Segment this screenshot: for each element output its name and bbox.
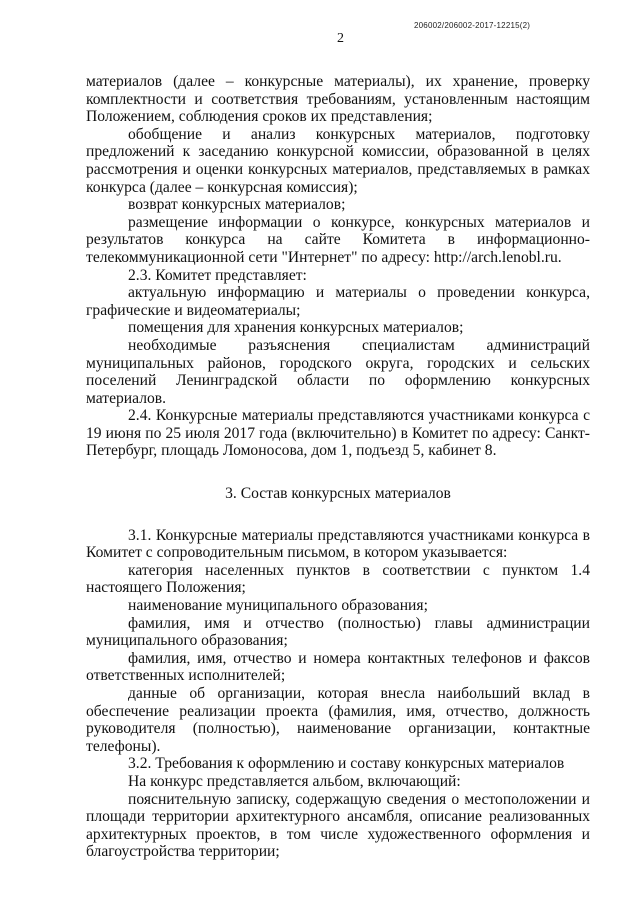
page-number: 2 [337,31,344,46]
paragraph: фамилия, имя, отчество и номера контактных телефонов и факсов ответственных исполнителей; [86,649,590,685]
paragraph: возврат конкурсных материалов; [128,196,346,214]
paragraph: обобщение и анализ конкурсных материалов, подготовку предложений к заседанию конкурсной комиссии, образованной в целях рассмотрения и оценки конкурсных материалов, представляемых в рамках конкурса (далее – конкурсная комиссия); [86,125,590,196]
paragraph: 3.1. Конкурсные материалы представляются участниками конкурса в Комитет с сопроводительным письмом, в котором указывается: [86,526,590,562]
paragraph: 2.3. Комитет представляет: [128,266,307,284]
paragraph: помещения для хранения конкурсных материалов; [128,319,464,337]
paragraph: фамилия, имя и отчество (полностью) главы администрации муниципального образования; [86,614,590,650]
paragraph: данные об организации, которая внесла наибольший вклад в обеспечение реализации проекта (фамилия, имя, отчество, должность руководителя (полностью), наименование организации, контактные телефоны). [86,685,590,755]
paragraph: актуальную информацию и материалы о проведении конкурса, графические и видеоматериалы; [86,284,590,319]
paragraph: необходимые разъяснения специалистам администраций муниципальных районов, городского округа, городских и сельских поселений Ленинградской области по оформлению конкурсных материалов. [86,336,590,407]
paragraph: На конкурс представляется альбом, включающий: [128,772,461,790]
paragraph: материалов (далее – конкурсные материалы), их хранение, проверку комплектности и соответствия требованиям, установленным настоящим Положением, соблюдения сроков их представления; [86,73,590,126]
paragraph: размещение информации о конкурсе, конкурсных материалов и результатов конкурса на сайте Комитета в информационно-телекоммуникационной сети "Интернет" по адресу: http://arch.lenobl.ru. [86,213,590,266]
document-registration-number: 206002/206002-2017-12215(2) [414,21,531,30]
document-body [86,73,590,861]
paragraph: категория населенных пунктов в соответствии с пунктом 1.4 настоящего Положения; [86,561,590,597]
subsection-heading: 3.2. Требования к оформлению и составу конкурсных материалов [128,755,565,773]
section-heading: 3. Состав конкурсных материалов [225,485,451,503]
paragraph: 2.4. Конкурсные материалы представляются участниками конкурса с 19 июня по 25 июля 2017 года (включительно) в Комитет по адресу: Санкт-Петербург, площадь Ломоносова, дом 1, подъезд 5, кабинет 8. [86,407,590,460]
paragraph: наименование муниципального образования; [128,597,428,615]
paragraph: пояснительную записку, содержащую сведения о местоположении и площади территории архитектурного ансамбля, описание реализованных архитектурных проектов, в том числе художественного оформления и благоустройства территории; [86,790,590,861]
